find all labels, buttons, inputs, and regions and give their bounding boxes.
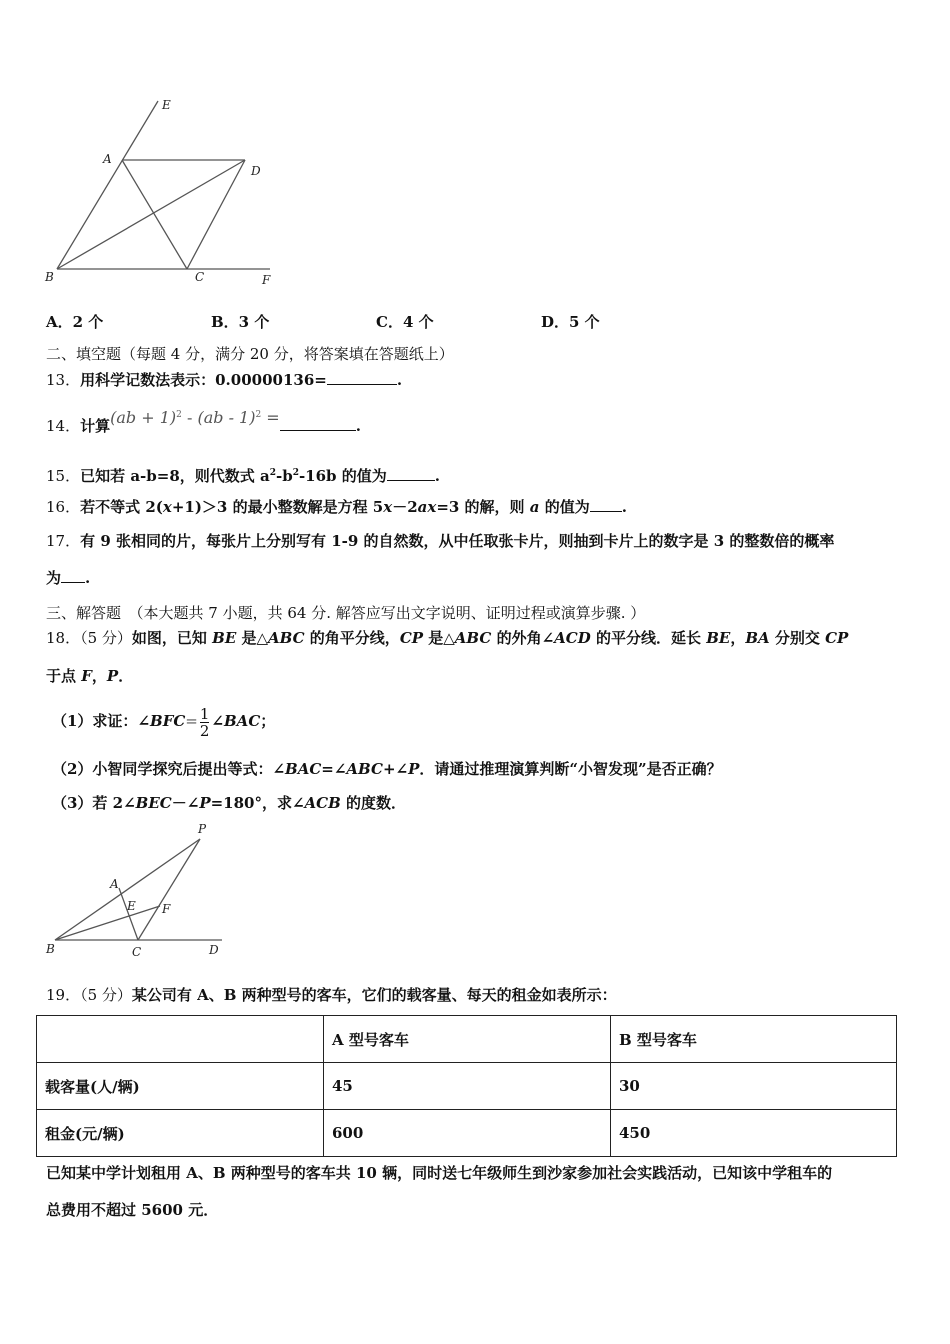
q18-part-3-segment: P (199, 794, 211, 812)
q19-score: （5 分） (80, 986, 132, 1004)
q16-var-x2: x (383, 498, 393, 516)
q18-line-2-segment: F (81, 667, 92, 685)
q18-part-3-text (52, 794, 406, 812)
q16-answer-blank (590, 497, 622, 512)
label-f: F (262, 273, 271, 287)
q18-line-2-segment: ． (118, 667, 134, 685)
table-row (37, 1063, 897, 1110)
label-d: D (209, 943, 219, 957)
q16-t3: －2 (392, 498, 418, 516)
table-header-cell (37, 1016, 324, 1063)
table-header-cell: A 型号客车 (324, 1016, 611, 1063)
line-bp (55, 839, 200, 940)
q15-number: 15． (46, 467, 81, 485)
table-header-cell: B 型号客车 (611, 1016, 897, 1063)
q14-expr-b: (ab - 1) (197, 408, 256, 427)
q15-sup-2: 2 (292, 468, 299, 478)
q18-part-2-segment: ABC (346, 760, 383, 778)
line-bf (55, 906, 160, 940)
q14-text: 计算 (80, 417, 111, 435)
q18-p1-bfc: BFC (150, 712, 186, 730)
q15-text-b: -b (275, 467, 293, 485)
table-row (37, 1110, 897, 1157)
table-header-row (37, 1016, 897, 1063)
label-e: E (127, 899, 136, 913)
q16-var-ax: ax (417, 498, 437, 516)
question-14 (46, 405, 361, 444)
q16-t2: +1)＞3 的最小整数解是方程 5 (171, 498, 384, 516)
section-2-title: 二、填空题（每题 4 分，满分 20 分，将答案填在答题纸上） (46, 345, 454, 363)
question-18-line-2 (46, 666, 133, 686)
question-15 (46, 463, 440, 486)
q18-line-1-segment: ACD (554, 629, 591, 647)
q18-line-2-text (46, 667, 133, 685)
q18-line-1-segment: 如图，已知 (131, 629, 213, 647)
question-16 (46, 497, 627, 517)
q19-text: 某公司有 A、B 两种型号的客车，它们的载客量、每天的租金如表所示： (131, 986, 617, 1004)
q18-p1-fraction (200, 706, 210, 739)
q19-number: 19． (46, 986, 81, 1004)
q16-end: . (621, 498, 627, 516)
q18-part-3-segment: ACB (304, 794, 341, 812)
q16-t1: 若不等式 2( (80, 498, 163, 516)
option-d: D．5 个 (541, 313, 600, 331)
section-3-title: 三、解答题 （本大题共 7 小题，共 64 分. 解答应写出文字说明、证明过程或演算步骤. ） (46, 604, 646, 622)
q18-p1-end: ； (260, 712, 276, 730)
q18-score: （5 分） (80, 629, 132, 647)
q18-line-2-segment: P (106, 667, 119, 685)
q14-equals: = (261, 408, 280, 427)
q16-var-a: a (529, 498, 540, 516)
question-17-line-1 (46, 531, 834, 551)
q14-expr-a: (ab + 1) (110, 408, 177, 427)
q18-line-1-segment: ABC (454, 629, 492, 647)
table-cell: 30 (611, 1063, 897, 1110)
line-cp (138, 839, 200, 940)
q18-line-1-text (132, 629, 848, 647)
question-18-line-1 (46, 628, 848, 648)
q18-part-2-segment: BAC (285, 760, 322, 778)
table-cell: 45 (324, 1063, 611, 1110)
question-17-line-2 (46, 568, 90, 588)
q18-part-3-segment: =180°，求∠ (210, 794, 305, 812)
label-c: C (195, 270, 205, 284)
question-19 (46, 985, 617, 1005)
q18-line-1-segment: 的平分线．延长 (590, 629, 707, 647)
q18-line-2-segment: ， (91, 667, 107, 685)
q18-line-1-segment: BA (745, 629, 770, 647)
rental-table (36, 1015, 897, 1157)
q18-part-2-segment: =∠ (321, 760, 347, 778)
label-p: P (198, 822, 207, 836)
q17-answer-blank (61, 568, 85, 583)
q18-p1-pre: （1）求证：∠ (52, 712, 151, 730)
q16-number: 16． (46, 498, 81, 516)
geometry-figure-2 (40, 818, 240, 960)
q18-line-1-segment: BE (706, 629, 731, 647)
q14-answer-blank (280, 416, 356, 431)
option-a: A．2 个 (46, 313, 104, 331)
q16-t4: =3 的解，则 (436, 498, 530, 516)
q14-end: . (355, 417, 361, 435)
q17-line-1-text: 有 9 张相同的片，每张片上分别写有 1-9 的自然数，从中任取张卡片，则抽到卡片上的数字是 3 的整数倍的概率 (80, 532, 835, 550)
q18-p1-denominator: 2 (199, 721, 210, 740)
label-c: C (132, 945, 142, 959)
q18-p1-numerator: 1 (199, 704, 210, 723)
q13-text: 用科学记数法表示：0.00000136= (80, 371, 327, 389)
q17-number: 17． (46, 532, 81, 550)
q18-line-1-segment: ABC (268, 629, 305, 647)
q16-t5: 的值为 (539, 498, 590, 516)
q18-part-2-text (52, 760, 722, 778)
q18-part-3-segment: 的度数． (340, 794, 407, 812)
option-c: C．4 个 (376, 313, 434, 331)
q18-line-1-segment: 的外角∠ (491, 629, 555, 647)
q18-part-2 (52, 759, 722, 779)
label-a: A (110, 877, 119, 891)
q14-minus: - (181, 408, 198, 427)
label-d: D (251, 164, 261, 178)
table-cell: 600 (324, 1110, 611, 1157)
q18-part-1 (52, 703, 275, 739)
q18-line-1-segment: ， (730, 629, 746, 647)
label-f: F (162, 902, 171, 916)
q18-line-1-segment: CP (399, 629, 424, 647)
q15-text-c: -16b 的值为 (298, 467, 387, 485)
option-b: B．3 个 (211, 313, 270, 331)
q18-part-3-segment: BEC (135, 794, 172, 812)
q18-p1-angle: ∠ (211, 712, 224, 730)
q18-part-3 (52, 793, 406, 813)
q19-after-line-1: 已知某中学计划租用 A、B 两种型号的客车共 10 辆，同时送七年级师生到沙家参加社会实践活动，已知该中学租车的 (46, 1164, 833, 1182)
q18-part-3-segment: －∠ (171, 794, 200, 812)
q13-end: . (396, 371, 403, 389)
q14-expression (110, 409, 280, 427)
q14-exp-a: 2 (176, 410, 182, 420)
q18-p1-bac: BAC (224, 712, 261, 730)
q16-var-x1: x (162, 498, 172, 516)
q18-part-2-segment: ．请通过推理演算判断“小智发现”是否正确？ (419, 760, 722, 778)
q18-part-2-segment: +∠ (382, 760, 409, 778)
q13-number: 13． (46, 371, 81, 389)
q18-part-2-segment: P (408, 760, 420, 778)
label-b: B (45, 270, 54, 284)
q18-number: 18． (46, 629, 81, 647)
label-a: A (103, 152, 112, 166)
q19-after-line-2: 总费用不超过 5600 元． (46, 1201, 219, 1219)
table-cell: 载客量(人/辆) (37, 1063, 324, 1110)
question-13 (46, 370, 402, 390)
q18-line-1-segment: 分别交 (769, 629, 826, 647)
q15-answer-blank (387, 466, 435, 481)
q18-line-1-segment: CP (825, 629, 849, 647)
label-b: B (46, 942, 55, 956)
q14-exp-b: 2 (255, 410, 262, 420)
q18-part-2-segment: （2）小智同学探究后提出等式：∠ (52, 760, 286, 778)
q18-line-1-segment: 是△ (423, 629, 455, 647)
q15-text-a: 已知若 a-b=8，则代数式 a (80, 467, 270, 485)
q18-line-1-segment: 是△ (236, 629, 269, 647)
q18-part-3-segment: （3）若 2∠ (52, 794, 136, 812)
geometry-figure-1 (40, 95, 290, 295)
table-cell: 450 (611, 1110, 897, 1157)
label-e: E (162, 98, 171, 112)
q18-p1-equals: = (185, 712, 198, 730)
q14-number: 14． (46, 417, 81, 435)
table-cell: 租金(元/辆) (37, 1110, 324, 1157)
q15-end: . (434, 467, 440, 485)
line-bd (57, 160, 245, 269)
q18-line-1-segment: BE (212, 629, 237, 647)
q15-sup-1: 2 (269, 468, 276, 478)
line-ac (122, 160, 187, 269)
q17-line-2-pre: 为 (46, 569, 62, 587)
line-be (57, 101, 158, 269)
q17-end: . (85, 569, 91, 587)
q13-answer-blank (327, 370, 397, 385)
q18-line-1-segment: 的角平分线， (304, 629, 400, 647)
q18-line-2-segment: 于点 (46, 667, 82, 685)
